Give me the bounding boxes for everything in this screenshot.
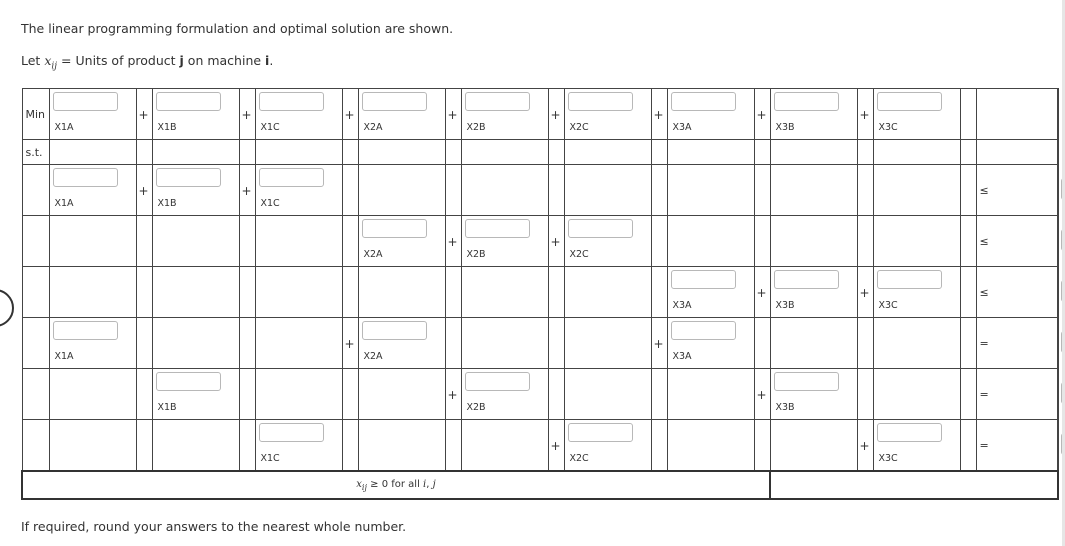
table-cell [239,165,255,216]
constraint-row [22,165,1058,216]
table-cell [1057,267,1058,318]
table-cell [358,165,445,216]
variable-label: X1B [157,402,177,413]
table-cell [461,318,548,369]
variable-label: X2C [569,122,589,133]
plus-sign: + [859,439,870,453]
table-cell [445,165,461,216]
plus-sign: + [447,235,458,249]
plus-sign: + [653,108,664,122]
objective-coefficient-input[interactable] [568,92,633,111]
plus-sign: + [138,184,149,198]
table-cell [548,369,564,420]
table-cell [548,89,564,140]
relation-symbol: ≤ [979,235,989,248]
table-cell [136,140,152,165]
table-cell [342,318,358,369]
table-cell [49,165,136,216]
table-cell [255,318,342,369]
variable-label: X3B [775,300,795,311]
table-cell [136,267,152,318]
table-cell [1057,165,1058,216]
table-cell [548,216,564,267]
table-cell [873,89,960,140]
variable-label: X3C [878,122,898,133]
table-cell [770,369,857,420]
table-cell [754,318,770,369]
table-cell [358,369,445,420]
edge-circle-icon [0,289,14,327]
table-cell [152,318,239,369]
table-cell [873,216,960,267]
table-cell [976,420,1057,472]
variable-label: X3B [775,122,795,133]
plus-sign: + [241,184,252,198]
constraint-row [22,420,1058,472]
objective-coefficient-input[interactable] [465,92,530,111]
table-cell [445,89,461,140]
objective-coefficient-input[interactable] [259,92,324,111]
objective-coefficient-input[interactable] [156,92,221,111]
table-cell [461,369,548,420]
table-cell [445,420,461,472]
table-cell [49,216,136,267]
table-cell [49,318,136,369]
objective-coefficient-input[interactable] [774,92,839,111]
table-cell [239,267,255,318]
table-cell [358,140,445,165]
table-cell [49,267,136,318]
plus-sign: + [756,286,767,300]
table-cell [548,318,564,369]
table-cell [651,369,667,420]
relation-symbol: ≤ [979,184,989,197]
plus-sign: + [859,108,870,122]
let-on: on machine [187,53,262,68]
table-cell [342,165,358,216]
table-cell [651,267,667,318]
table-cell [1057,369,1058,420]
variable-label: X3C [878,453,898,464]
plus-sign: + [447,388,458,402]
table-cell [857,369,873,420]
variable-label: X1C [260,453,280,464]
table-cell [976,165,1057,216]
table-cell [564,318,651,369]
subject-to-label: s.t. [25,146,43,159]
table-cell [22,420,49,472]
table-cell [770,420,857,472]
objective-coefficient-input[interactable] [362,92,427,111]
variable-label: X2B [466,249,486,260]
objective-coefficient-input[interactable] [671,92,736,111]
table-cell [49,420,136,472]
variable-label: X2A [363,249,383,260]
table-cell [873,369,960,420]
table-cell [667,165,754,216]
constraint-coefficient-input[interactable] [568,219,633,238]
table-cell [651,420,667,472]
table-cell [857,216,873,267]
constraint-coefficient-input[interactable] [53,168,118,187]
table-cell [358,89,445,140]
table-cell [255,165,342,216]
variable-label: X3A [672,300,692,311]
table-cell [358,216,445,267]
table-cell [49,89,136,140]
plus-sign: + [756,388,767,402]
variable-label: X3A [672,351,692,362]
table-cell [255,420,342,472]
constraint-coefficient-input[interactable] [362,321,427,340]
table-cell [960,318,976,369]
table-cell [960,369,976,420]
plus-sign: + [859,286,870,300]
table-cell [1057,216,1058,267]
table-cell [358,420,445,472]
table-cell [564,369,651,420]
table-cell [239,216,255,267]
constraint-coefficient-input[interactable] [465,219,530,238]
variable-label: X1C [260,198,280,209]
table-cell [548,140,564,165]
variable-label: X1A [54,351,74,362]
table-cell [22,165,49,216]
table-cell [239,369,255,420]
table-cell [461,140,548,165]
table-cell [152,369,239,420]
table-cell [960,165,976,216]
table-cell [873,420,960,472]
table-cell [342,89,358,140]
let-var: x [44,53,52,68]
table-cell [873,318,960,369]
table-cell [667,318,754,369]
table-cell [548,420,564,472]
table-cell [152,267,239,318]
table-cell [22,140,49,165]
table-cell [548,165,564,216]
table-cell [1057,318,1058,369]
table-cell [754,216,770,267]
table-cell [976,140,1057,165]
variable-label: X1B [157,198,177,209]
table-cell [49,369,136,420]
nonneg-sub: ij [361,482,367,492]
table-cell [667,140,754,165]
table-cell [1057,89,1058,140]
table-cell [548,267,564,318]
table-cell [1057,420,1058,472]
table-cell [667,216,754,267]
objective-coefficient-input[interactable] [53,92,118,111]
let-end: . [269,53,274,68]
table-cell [873,267,960,318]
plus-sign: + [653,337,664,351]
relation-symbol: = [979,337,989,350]
plus-sign: + [344,337,355,351]
intro-text: The linear programming formulation and optimal solution are shown. [21,21,454,36]
table-cell [857,267,873,318]
table-cell [960,140,976,165]
table-cell [342,420,358,472]
constraint-coefficient-input[interactable] [259,168,324,187]
nonnegativity-row [22,471,1058,499]
constraint-coefficient-input[interactable] [671,321,736,340]
constraint-coefficient-input[interactable] [774,270,839,289]
constraint-coefficient-input[interactable] [877,423,942,442]
table-cell [857,165,873,216]
table-cell [239,318,255,369]
table-cell [651,216,667,267]
table-cell [770,216,857,267]
table-cell [239,140,255,165]
variable-definition [21,53,273,72]
table-cell [1057,140,1058,165]
variable-label: X1B [157,122,177,133]
table-cell [976,267,1057,318]
lp-formulation-table [21,88,1059,500]
relation-symbol: = [979,388,989,401]
nonneg-text: ≥ 0 for all [370,478,420,490]
table-cell [445,140,461,165]
table-cell [564,267,651,318]
constraint-coefficient-input[interactable] [156,168,221,187]
let-var-sub: ij [51,61,58,72]
rounding-instruction: If required, round your answers to the nearest whole number. [21,519,407,534]
table-cell [857,140,873,165]
table-cell [445,369,461,420]
table-cell [960,89,976,140]
table-cell [754,420,770,472]
table-cell [857,318,873,369]
table-cell [22,318,49,369]
table-cell [770,165,857,216]
table-cell [358,318,445,369]
table-cell [152,420,239,472]
variable-label: X2C [569,249,589,260]
table-cell [651,165,667,216]
table-cell [342,140,358,165]
table-cell [873,140,960,165]
table-cell [667,89,754,140]
table-cell [136,216,152,267]
constraint-coefficient-input[interactable] [362,219,427,238]
constraint-coefficient-input[interactable] [465,372,530,391]
plus-sign: + [344,108,355,122]
table-cell [22,369,49,420]
table-cell [651,89,667,140]
nonnegativity-cell [22,471,770,499]
variable-label: X1A [54,122,74,133]
constraint-coefficient-input[interactable] [568,423,633,442]
table-cell [136,165,152,216]
table-cell [976,369,1057,420]
table-cell [564,216,651,267]
variable-label: X2A [363,122,383,133]
table-cell [255,89,342,140]
table-cell [564,165,651,216]
table-cell [358,267,445,318]
variable-label: X1C [260,122,280,133]
plus-sign: + [550,235,561,249]
table-cell [651,140,667,165]
table-cell [136,89,152,140]
table-cell [239,89,255,140]
table-cell [152,140,239,165]
nonneg-j: j [432,478,436,490]
table-cell [857,420,873,472]
table-cell [152,216,239,267]
plus-sign: + [241,108,252,122]
variable-label: X2B [466,122,486,133]
variable-label: X3C [878,300,898,311]
plus-sign: + [756,108,767,122]
table-cell [976,89,1057,140]
table-cell [22,267,49,318]
table-cell [342,216,358,267]
table-cell [445,267,461,318]
table-cell [564,89,651,140]
table-cell [667,369,754,420]
variable-label: X2C [569,453,589,464]
nonneg-comma: , [426,478,430,490]
table-cell [342,267,358,318]
table-cell [651,318,667,369]
table-cell [754,369,770,420]
table-cell [770,89,857,140]
table-cell [564,420,651,472]
table-cell [461,89,548,140]
table-cell [461,267,548,318]
table-cell [152,89,239,140]
table-cell [49,140,136,165]
table-cell [22,89,49,140]
table-cell [136,420,152,472]
plus-sign: + [550,108,561,122]
nonneg-i: i [423,478,427,490]
variable-label: X2A [363,351,383,362]
table-cell [461,165,548,216]
table-cell [255,140,342,165]
nonneg-var: x [356,478,362,490]
variable-label: X3A [672,122,692,133]
table-cell [770,267,857,318]
constraint-row [22,267,1058,318]
table-cell [754,140,770,165]
table-cell [770,140,857,165]
table-cell [754,267,770,318]
table-cell [445,318,461,369]
table-cell [342,369,358,420]
table-cell [857,89,873,140]
table-cell [461,216,548,267]
table-cell [960,420,976,472]
constraint-row [22,216,1058,267]
plus-sign: + [447,108,458,122]
constraint-coefficient-input[interactable] [774,372,839,391]
table-cell [239,420,255,472]
constraint-row [22,369,1058,420]
table-cell [770,318,857,369]
table-cell [976,318,1057,369]
let-j: j [179,53,184,68]
constraint-coefficient-input[interactable] [156,372,221,391]
table-cell [255,267,342,318]
table-cell [873,165,960,216]
relation-symbol: ≤ [979,286,989,299]
table-cell [445,216,461,267]
min-label: Min [25,108,46,121]
table-cell [754,89,770,140]
table-cell [152,165,239,216]
table-cell [960,267,976,318]
empty-cell [770,471,1058,499]
variable-label: X2B [466,402,486,413]
table-cell [22,216,49,267]
variable-label: X1A [54,198,74,209]
plus-sign: + [138,108,149,122]
table-cell [667,420,754,472]
constraint-coefficient-input[interactable] [671,270,736,289]
relation-symbol: = [979,439,989,452]
table-cell [976,216,1057,267]
let-mid: = Units of product [61,53,176,68]
subject-to-row [22,140,1058,165]
objective-row [22,89,1058,140]
table-cell [255,369,342,420]
let-prefix: Let [21,53,41,68]
constraint-row [22,318,1058,369]
table-cell [667,267,754,318]
table-cell [136,369,152,420]
table-cell [564,140,651,165]
table-cell [136,318,152,369]
variable-label: X3B [775,402,795,413]
constraint-coefficient-input[interactable] [53,321,118,340]
constraint-coefficient-input[interactable] [259,423,324,442]
table-cell [461,420,548,472]
let-i: i [265,53,270,68]
table-cell [255,216,342,267]
plus-sign: + [550,439,561,453]
constraint-coefficient-input[interactable] [877,270,942,289]
table-cell [754,165,770,216]
table-cell [960,216,976,267]
objective-coefficient-input[interactable] [877,92,942,111]
